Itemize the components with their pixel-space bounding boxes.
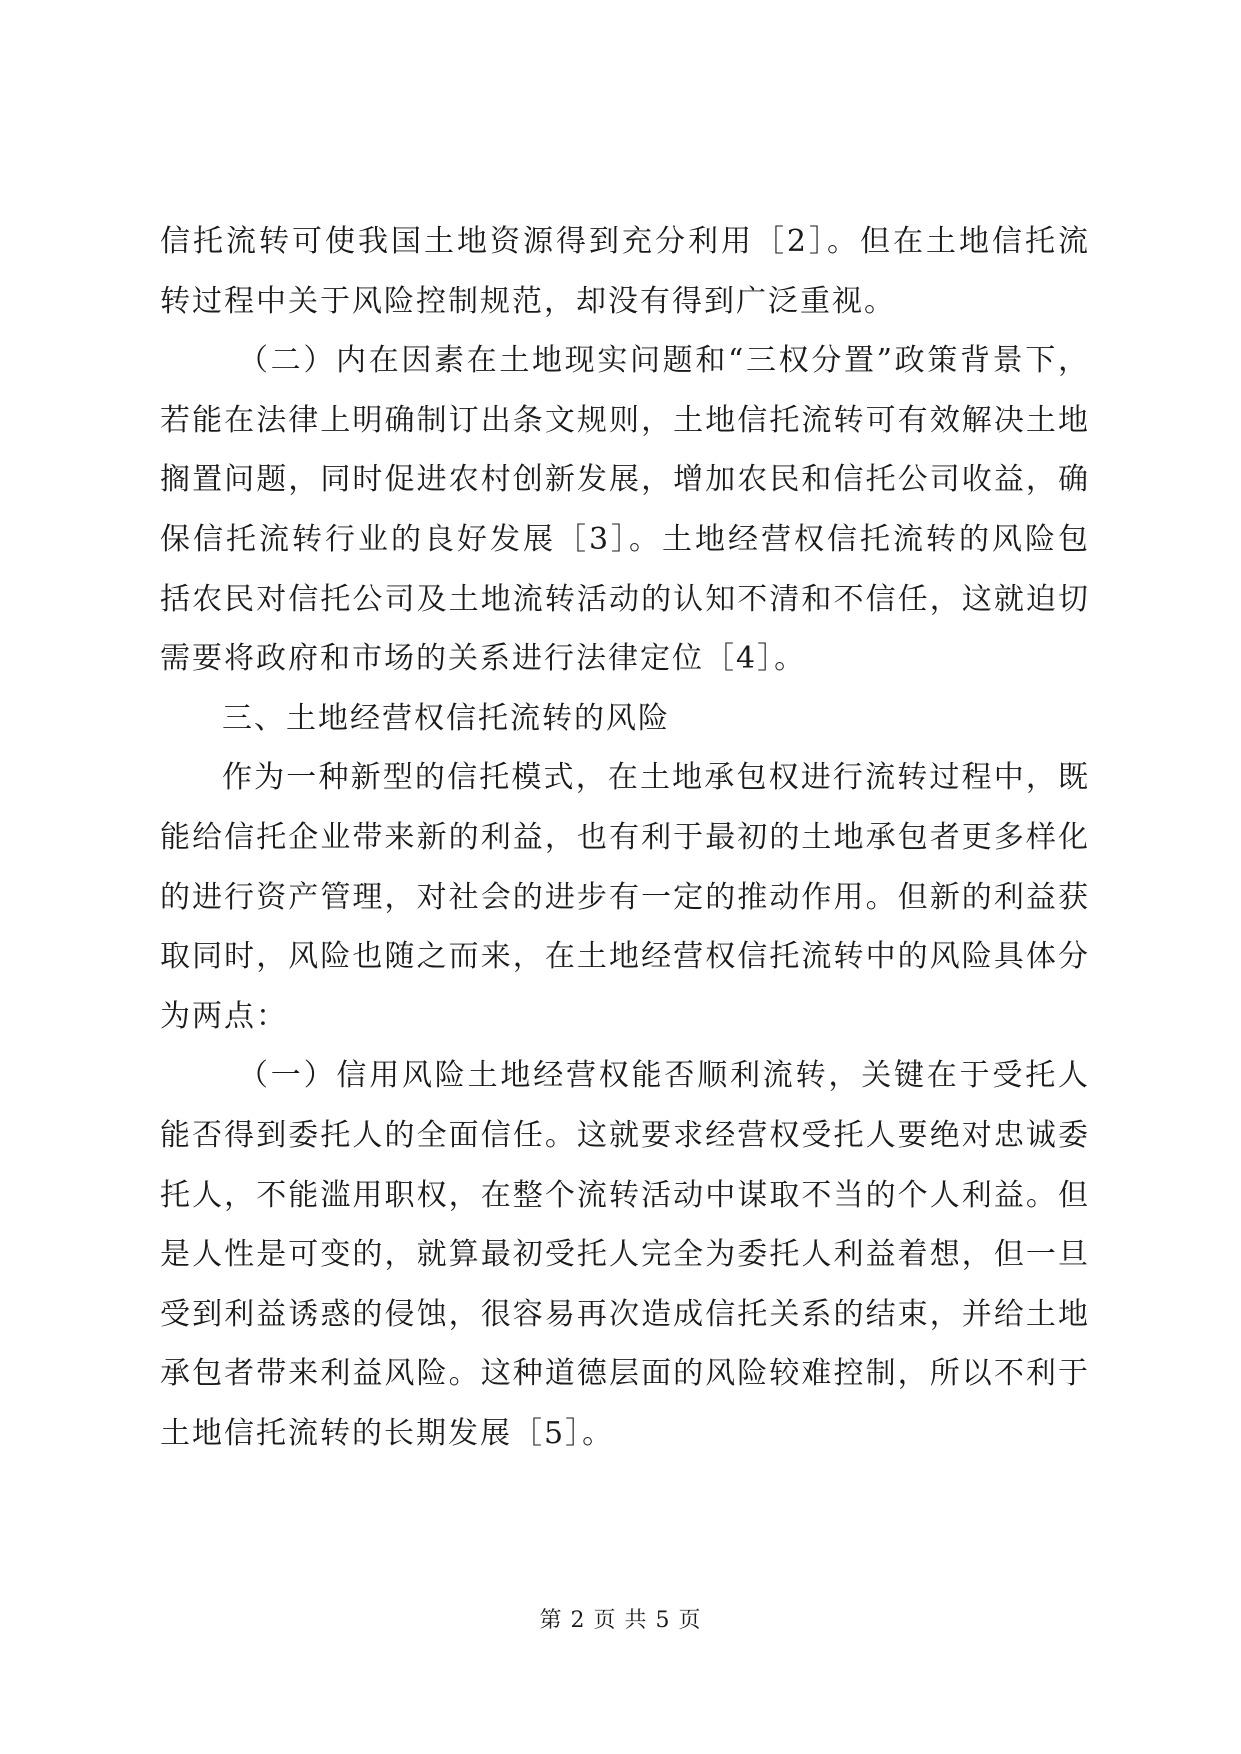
document-body — [160, 212, 1090, 1463]
section-heading-risks: 三、土地经营权信托流转的风险 — [222, 700, 670, 736]
paragraph-internal-factors: （二）内在因素在土地现实问题和“三权分置”政策背景下，若能在法律上明确制订出条文规则，土地信托流转可有效解决土地搁置问题，同时促进农村创新发展，增加农民和信托公司收益，确保信托流转行业的良好发展［3］。土地经营权信托流转的风险包括农民对信托公司及土地流转活动的认知不清和不信任，这就迫切需要将政府和市场的关系进行法律定位［4］。 — [160, 343, 1090, 677]
page-number-footer: 第 2 页 共 5 页 — [539, 1608, 702, 1633]
paragraph-continuation: 信托流转可使我国土地资源得到充分利用［2］。但在土地信托流转过程中关于风险控制规范，却没有得到广泛重视。 — [160, 224, 1090, 319]
paragraph-new-trust-model: 作为一种新型的信托模式，在土地承包权进行流转过程中，既能给信托企业带来新的利益，也有利于最初的土地承包者更多样化的进行资产管理，对社会的进步有一定的推动作用。但新的利益获取同时，风险也随之而来，在土地经营权信托流转中的风险具体分为两点： — [160, 760, 1090, 1034]
paragraph-credit-risk: （一）信用风险土地经营权能否顺利流转，关键在于受托人能否得到委托人的全面信任。这就要求经营权受托人要绝对忠诚委托人，不能滥用职权，在整个流转活动中谋取不当的个人利益。但是人性是可变的，就算最初受托人完全为委托人利益着想，但一旦受到利益诱惑的侵蚀，很容易再次造成信托关系的结束，并给土地承包者带来利益风险。这种道德层面的风险较难控制，所以不利于土地信托流转的长期发展［5］。 — [160, 1058, 1090, 1451]
